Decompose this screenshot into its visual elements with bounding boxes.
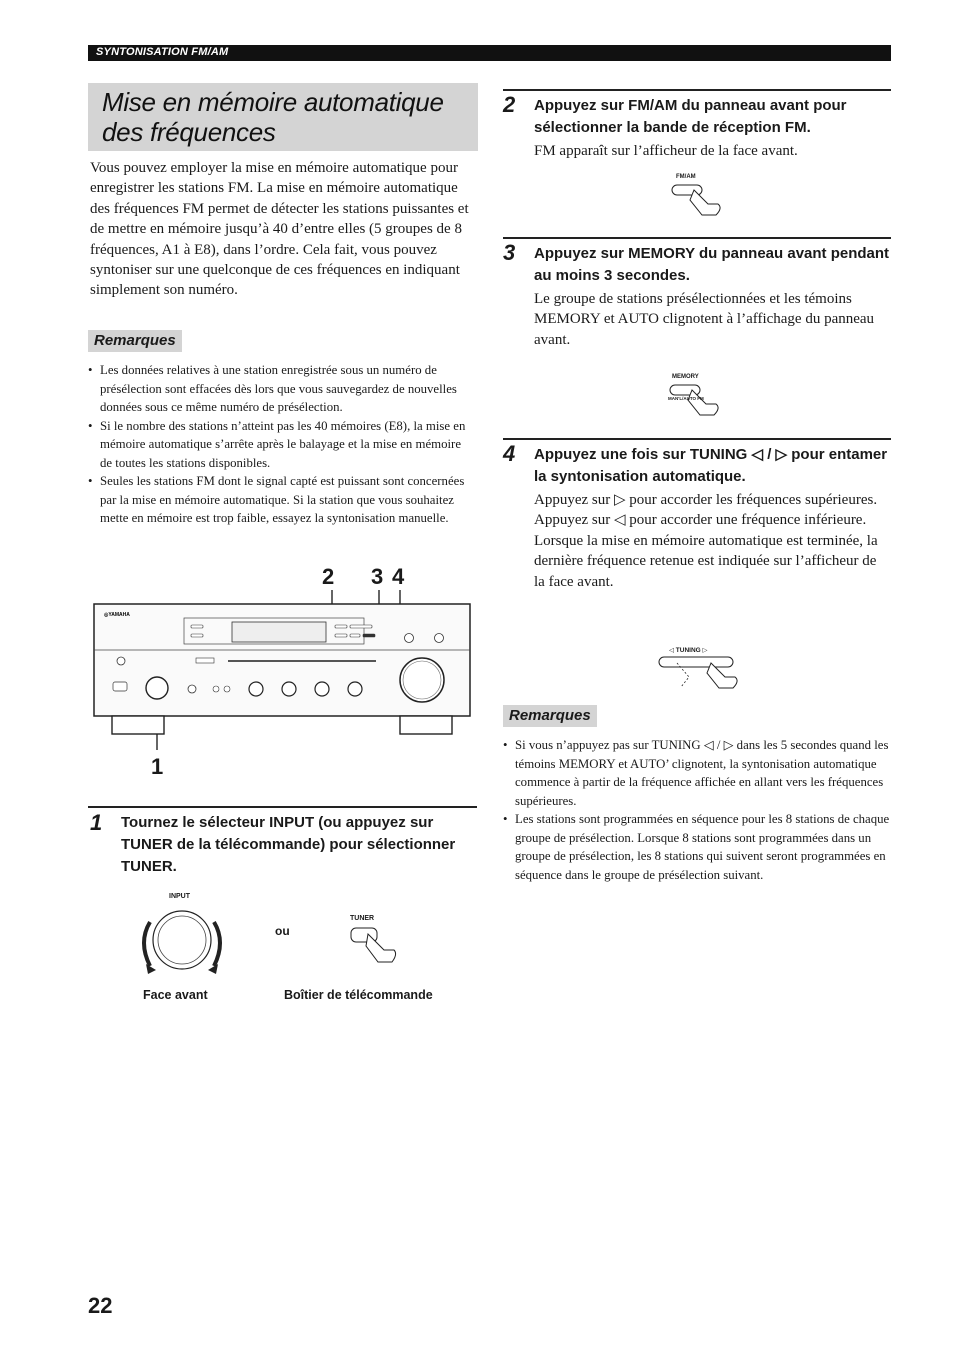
input-knob-illustration	[136, 890, 231, 980]
input-knob-label: INPUT	[169, 893, 190, 900]
fmam-button-illustration	[670, 172, 728, 216]
remark-item: • Si le nombre des stations n’atteint pas les 40 mémoires (E8), la mise en mémoire automatique s’arrête après le balayage et la mise en mémoire de toutes les stations disponibles.	[88, 417, 476, 473]
step3-body: Le groupe de stations présélectionnées et les témoins MEMORY et AUTO clignotent à l’affichage du panneau avant.	[534, 291, 875, 348]
rotary-knob-icon	[136, 900, 231, 980]
svg-text:◎YAMAHA: ◎YAMAHA	[104, 612, 130, 618]
remark-item: • Si vous n’appuyez pas sur TUNING ◁ / ▷ dans les 5 secondes quand les témoins MEMORY et AUTO’ clignotent, la syntonisation automatique commence à partir de la fréquence affichée en allant vers les fréquences supérieures.	[503, 736, 891, 810]
remark-item: • Seules les stations FM dont le signal capté est puissant sont concernées par la mise en mémoire automatique. Si la station que vous souhaitez mette en mémoire est trop faible, essayez la syntonisation manuelle.	[88, 472, 476, 528]
tuner-button-label: TUNER	[350, 915, 375, 922]
tuning-arrows-icon: ◁ / ▷	[751, 446, 788, 463]
step4-rule	[503, 438, 891, 440]
step2-number: 2	[503, 92, 516, 117]
step4-line-up	[534, 490, 891, 510]
pressing-hand-icon	[348, 924, 400, 964]
remark-item: • Les stations sont programmées en séquence pour les 8 stations de chaque groupe de présélection. Lorsque 8 stations sont programmées dans un groupe de présélection, les 8 stations qui suivent seront programmées en séquence dans le groupe de présélection suivant.	[503, 810, 891, 884]
receiver-diagram	[88, 560, 480, 780]
manl-auto-fm-label: MAN'L/AUTO FM	[668, 396, 704, 401]
step4-body	[534, 490, 891, 592]
step4-line-up-text: Appuyez sur	[534, 492, 614, 508]
step4-heading	[534, 444, 891, 488]
page-title: Mise en mémoire automatique des fréquences	[102, 87, 444, 147]
or-label: ou	[275, 924, 290, 938]
intro-paragraph: Vous pouvez employer la mise en mémoire automatique pour enregistrer les stations FM. La mise en mémoire automatique des fréquences FM permet de détecter les stations puissantes et de mettre en mémoire jusqu’à 40 d’entre elles (5 groupes de 8 fréquences, A1 à E8), dans l’ordre. Cela fait, vous pouvez syntoniser sur une quelconque de ces fréquences en indiquant simplement son numéro.	[90, 160, 469, 299]
step2-rule	[503, 89, 891, 91]
caption-front-panel: Face avant	[143, 988, 208, 1002]
callout-4: 4	[392, 564, 405, 589]
tuning-button-illustration	[655, 645, 745, 690]
step3-heading: Appuyez sur MEMORY du panneau avant pendant au moins 3 secondes.	[534, 245, 890, 284]
step3-number: 3	[503, 240, 516, 265]
step4-line-down-text: Appuyez sur	[534, 512, 614, 529]
callout-2: 2	[322, 564, 335, 589]
caption-remote: Boîtier de télécommande	[284, 988, 433, 1002]
step3-rule	[503, 237, 891, 239]
memory-button-label: MEMORY	[672, 374, 699, 380]
remark-item: • Les données relatives à une station enregistrée sous un numéro de présélection sont effacées dès lors que vous sauvegardez de nouvelles données sous ce même numéro de présélection.	[88, 361, 476, 417]
step4-line-finish: Lorsque la mise en mémoire automatique est terminée, la dernière fréquence retenue est indiquée sur l’afficheur de la face avant.	[534, 532, 878, 590]
callout-3: 3	[371, 564, 384, 589]
remarks-list-left	[88, 361, 476, 528]
tuner-button-illustration	[348, 912, 400, 964]
section-header-label: SYNTONISATION FM/AM	[96, 46, 229, 58]
step2-heading: Appuyez sur FM/AM du panneau avant pour sélectionner la bande de réception FM.	[534, 97, 847, 136]
tuning-down-icon: ◁	[613, 512, 626, 529]
step2-body: FM apparaît sur l’afficheur de la face avant.	[534, 143, 798, 159]
step4-line-down-text-end: pour accorder une fréquence inférieure.	[625, 512, 867, 529]
step4-heading-text-end: pour entamer la syntonisation automatique.	[534, 446, 888, 485]
tuning-up-icon: ▷	[613, 492, 626, 508]
callout-1: 1	[151, 754, 164, 779]
page-number: 22	[88, 1293, 113, 1318]
remarks-badge-right: Remarques	[503, 705, 597, 727]
step4-line-down	[534, 510, 891, 530]
memory-button-illustration	[666, 372, 728, 416]
pressing-hand-icon	[655, 655, 745, 690]
step1-number: 1	[90, 810, 103, 835]
remarks-badge-left: Remarques	[88, 330, 182, 352]
page-title-box	[88, 83, 478, 151]
fmam-button-label: FM/AM	[676, 174, 696, 180]
pressing-hand-icon	[670, 182, 728, 216]
step1-heading: Tournez le sélecteur INPUT (ou appuyez sur TUNER de la télécommande) pour sélectionner TUNER.	[121, 814, 456, 875]
remarks-list-right	[503, 736, 891, 884]
step4-number: 4	[503, 441, 516, 466]
section-header-bar	[88, 45, 891, 61]
receiver-front-panel	[88, 560, 480, 780]
step4-heading-text: Appuyez une fois sur TUNING	[534, 446, 752, 463]
step1-rule	[88, 806, 477, 808]
tuning-button-label: ◁ TUNING ▷	[669, 647, 708, 654]
step4-line-up-text-end: pour accorder les fréquences supérieures.	[625, 492, 878, 508]
